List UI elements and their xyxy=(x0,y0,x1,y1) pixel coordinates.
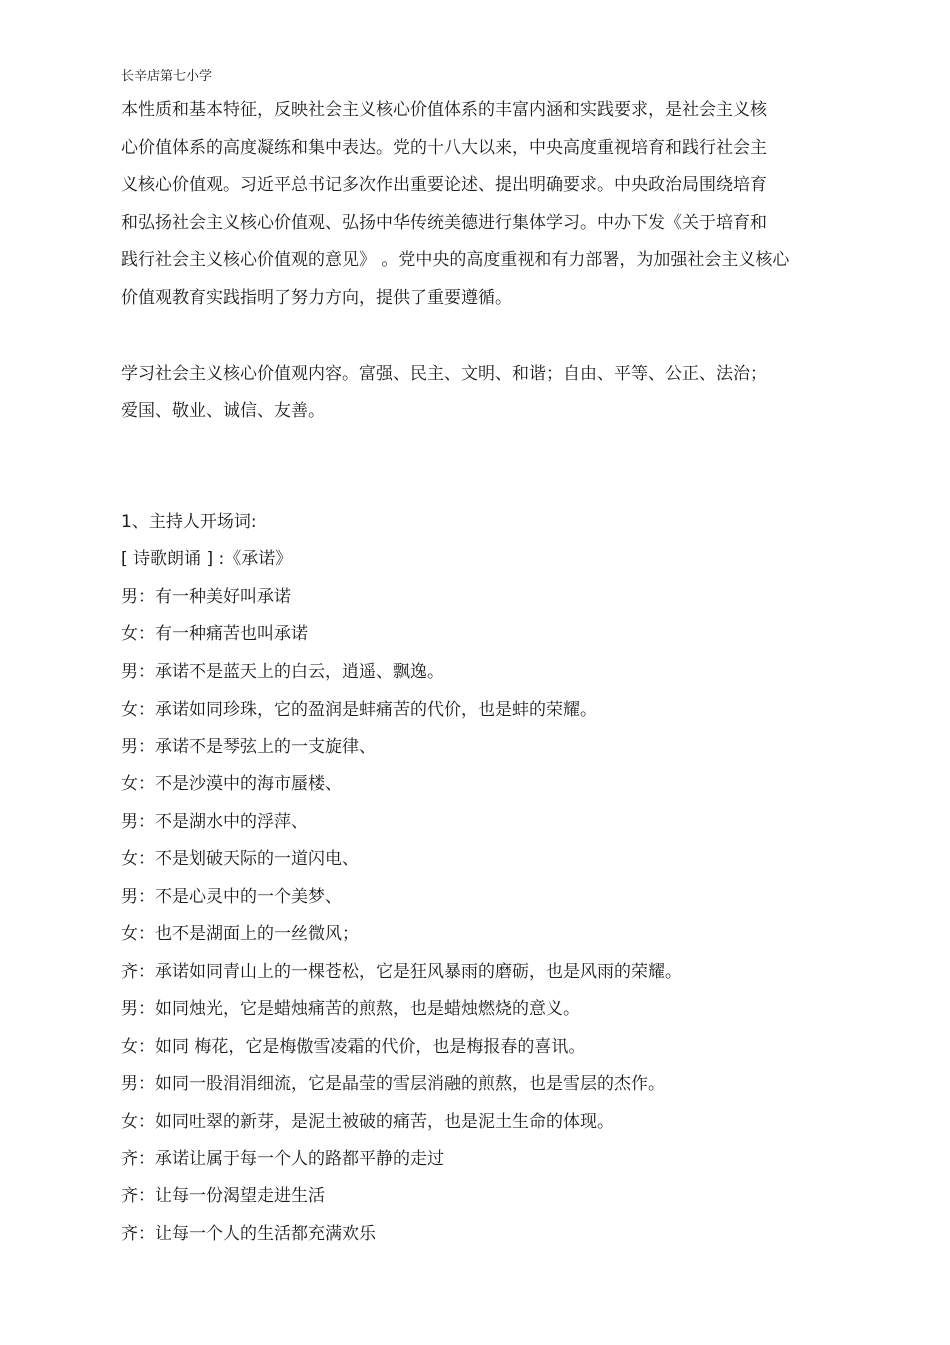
intro-line: 价值观教育实践指明了努力方向，提供了重要遵循。 xyxy=(121,288,512,308)
dialogue-line: 女：如同吐翠的新芽，是泥土被破的痛苦，也是泥土生命的体现。 xyxy=(121,1112,614,1132)
values-line: 爱国、敬业、诚信、友善。 xyxy=(121,401,325,421)
dialogue-line: 女：承诺如同珍珠，它的盈润是蚌痛苦的代价，也是蚌的荣耀。 xyxy=(121,700,597,720)
poem-label: [ 诗歌朗诵 ] :《承诺》 xyxy=(121,549,293,569)
section-title: 1、主持人开场词: xyxy=(121,512,257,532)
intro-line: 本性质和基本特征，反映社会主义核心价值体系的丰富内涵和实践要求，是社会主义核 xyxy=(121,100,767,120)
dialogue-line: 男：有一种美好叫承诺 xyxy=(121,587,291,607)
intro-line: 践行社会主义核心价值观的意见》 。党中央的高度重视和有力部署，为加强社会主义核心 xyxy=(121,250,790,270)
dialogue-line: 男：承诺不是琴弦上的一支旋律、 xyxy=(121,737,376,757)
dialogue-line: 男：如同烛光，它是蜡烛痛苦的煎熬，也是蜡烛燃烧的意义。 xyxy=(121,999,580,1019)
dialogue-line: 男：承诺不是蓝天上的白云，逍遥、飘逸。 xyxy=(121,662,444,682)
intro-line: 心价值体系的高度凝练和集中表达。党的十八大以来，中央高度重视培育和践行社会主 xyxy=(121,138,767,158)
dialogue-line: 女：不是划破天际的一道闪电、 xyxy=(121,849,359,869)
school-header: 长辛店第七小学 xyxy=(121,69,213,84)
dialogue-line: 女：也不是湖面上的一丝微风； xyxy=(121,924,359,944)
dialogue-line: 齐：让每一个人的生活都充满欢乐 xyxy=(121,1224,376,1244)
dialogue-line: 女：如同 梅花，它是梅傲雪凌霜的代价，也是梅报春的喜讯。 xyxy=(121,1037,586,1057)
dialogue-line: 齐：承诺如同青山上的一棵苍松，它是狂风暴雨的磨砺，也是风雨的荣耀。 xyxy=(121,962,682,982)
values-line: 学习社会主义核心价值观内容。富强、民主、文明、和谐；自由、平等、公正、法治； xyxy=(121,364,767,384)
dialogue-line: 女：有一种痛苦也叫承诺 xyxy=(121,624,308,644)
dialogue-line: 女：不是沙漠中的海市蜃楼、 xyxy=(121,774,342,794)
dialogue-line: 齐：承诺让属于每一个人的路都平静的走过 xyxy=(121,1149,444,1169)
dialogue-line: 男：如同一股涓涓细流，它是晶莹的雪层消融的煎熬，也是雪层的杰作。 xyxy=(121,1074,665,1094)
intro-line: 和弘扬社会主义核心价值观、弘扬中华传统美德进行集体学习。中办下发《关于培育和 xyxy=(121,213,767,233)
dialogue-line: 齐：让每一份渴望走进生活 xyxy=(121,1186,325,1206)
dialogue-line: 男：不是心灵中的一个美梦、 xyxy=(121,887,342,907)
dialogue-line: 男：不是湖水中的浮萍、 xyxy=(121,812,308,832)
intro-line: 义核心价值观。习近平总书记多次作出重要论述、提出明确要求。中央政治局围绕培育 xyxy=(121,175,767,195)
